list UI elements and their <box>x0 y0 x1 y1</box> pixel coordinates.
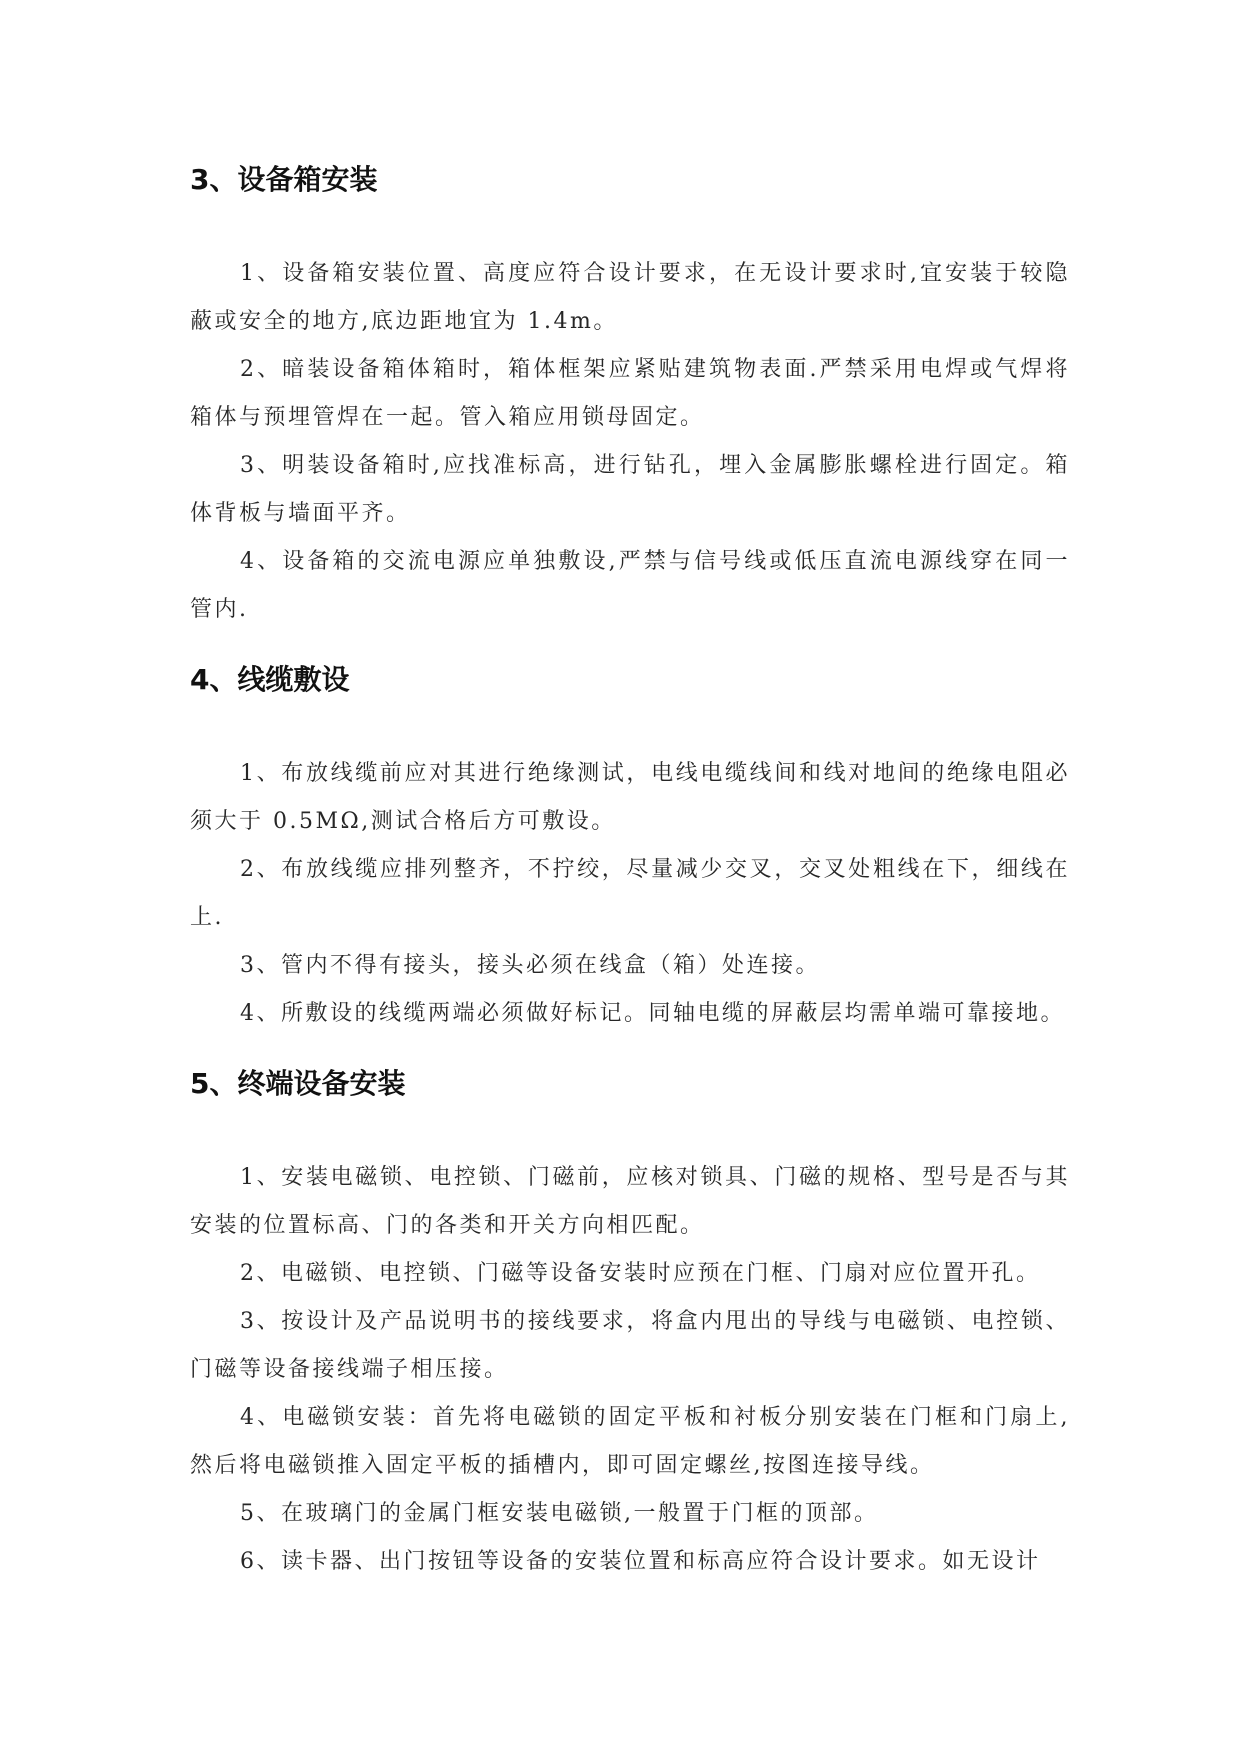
section-spacer <box>190 634 1070 660</box>
paragraph: 4、设备箱的交流电源应单独敷设,严禁与信号线或低压直流电源线穿在同一管内. <box>190 549 1070 622</box>
paragraph: 2、布放线缆应排列整齐，不拧绞，尽量减少交叉，交叉处粗线在下，细线在上. <box>190 857 1070 930</box>
section-heading: 3、设备箱安装 <box>190 163 378 196</box>
section-device-box-installation <box>190 160 1070 634</box>
section-terminal-device-installation <box>190 1064 1070 1586</box>
section-heading: 4、线缆敷设 <box>190 663 350 696</box>
paragraph: 1、安装电磁锁、电控锁、门磁前，应核对锁具、门磁的规格、型号是否与其安装的位置标高、门的各类和开关方向相匹配。 <box>190 1165 1070 1238</box>
paragraph: 2、电磁锁、电控锁、门磁等设备安装时应预在门框、门扇对应位置开孔。 <box>240 1261 1041 1286</box>
paragraph: 4、电磁锁安装：首先将电磁锁的固定平板和衬板分别安装在门框和门扇上,然后将电磁锁推入固定平板的插槽内，即可固定螺丝,按图连接导线。 <box>190 1405 1070 1478</box>
section-spacer <box>190 1038 1070 1064</box>
paragraph: 3、明装设备箱时,应找准标高，进行钻孔，埋入金属膨胀螺栓进行固定。箱体背板与墙面平齐。 <box>190 453 1070 526</box>
document-body <box>190 160 1070 1586</box>
paragraph: 3、按设计及产品说明书的接线要求，将盒内甩出的导线与电磁锁、电控锁、门磁等设备接线端子相压接。 <box>190 1309 1070 1382</box>
paragraph: 2、暗装设备箱体箱时，箱体框架应紧贴建筑物表面.严禁采用电焊或气焊将箱体与预埋管焊在一起。管入箱应用锁母固定。 <box>190 357 1070 430</box>
section-cable-laying <box>190 660 1070 1038</box>
paragraph: 6、读卡器、出门按钮等设备的安装位置和标高应符合设计要求。如无设计 <box>240 1549 1041 1574</box>
paragraph: 1、设备箱安装位置、高度应符合设计要求，在无设计要求时,宜安装于较隐蔽或安全的地方,底边距地宜为 1.4m。 <box>190 261 1070 334</box>
paragraph: 5、在玻璃门的金属门框安装电磁锁,一般置于门框的顶部。 <box>240 1501 879 1526</box>
paragraph: 4、所敷设的线缆两端必须做好标记。同轴电缆的屏蔽层均需单端可靠接地。 <box>240 1001 1065 1026</box>
paragraph: 1、布放线缆前应对其进行绝缘测试，电线电缆线间和线对地间的绝缘电阻必须大于 0.5MΩ,测试合格后方可敷设。 <box>190 761 1070 834</box>
section-heading: 5、终端设备安装 <box>190 1067 406 1100</box>
paragraph: 3、管内不得有接头，接头必须在线盒（箱）处连接。 <box>240 953 820 978</box>
